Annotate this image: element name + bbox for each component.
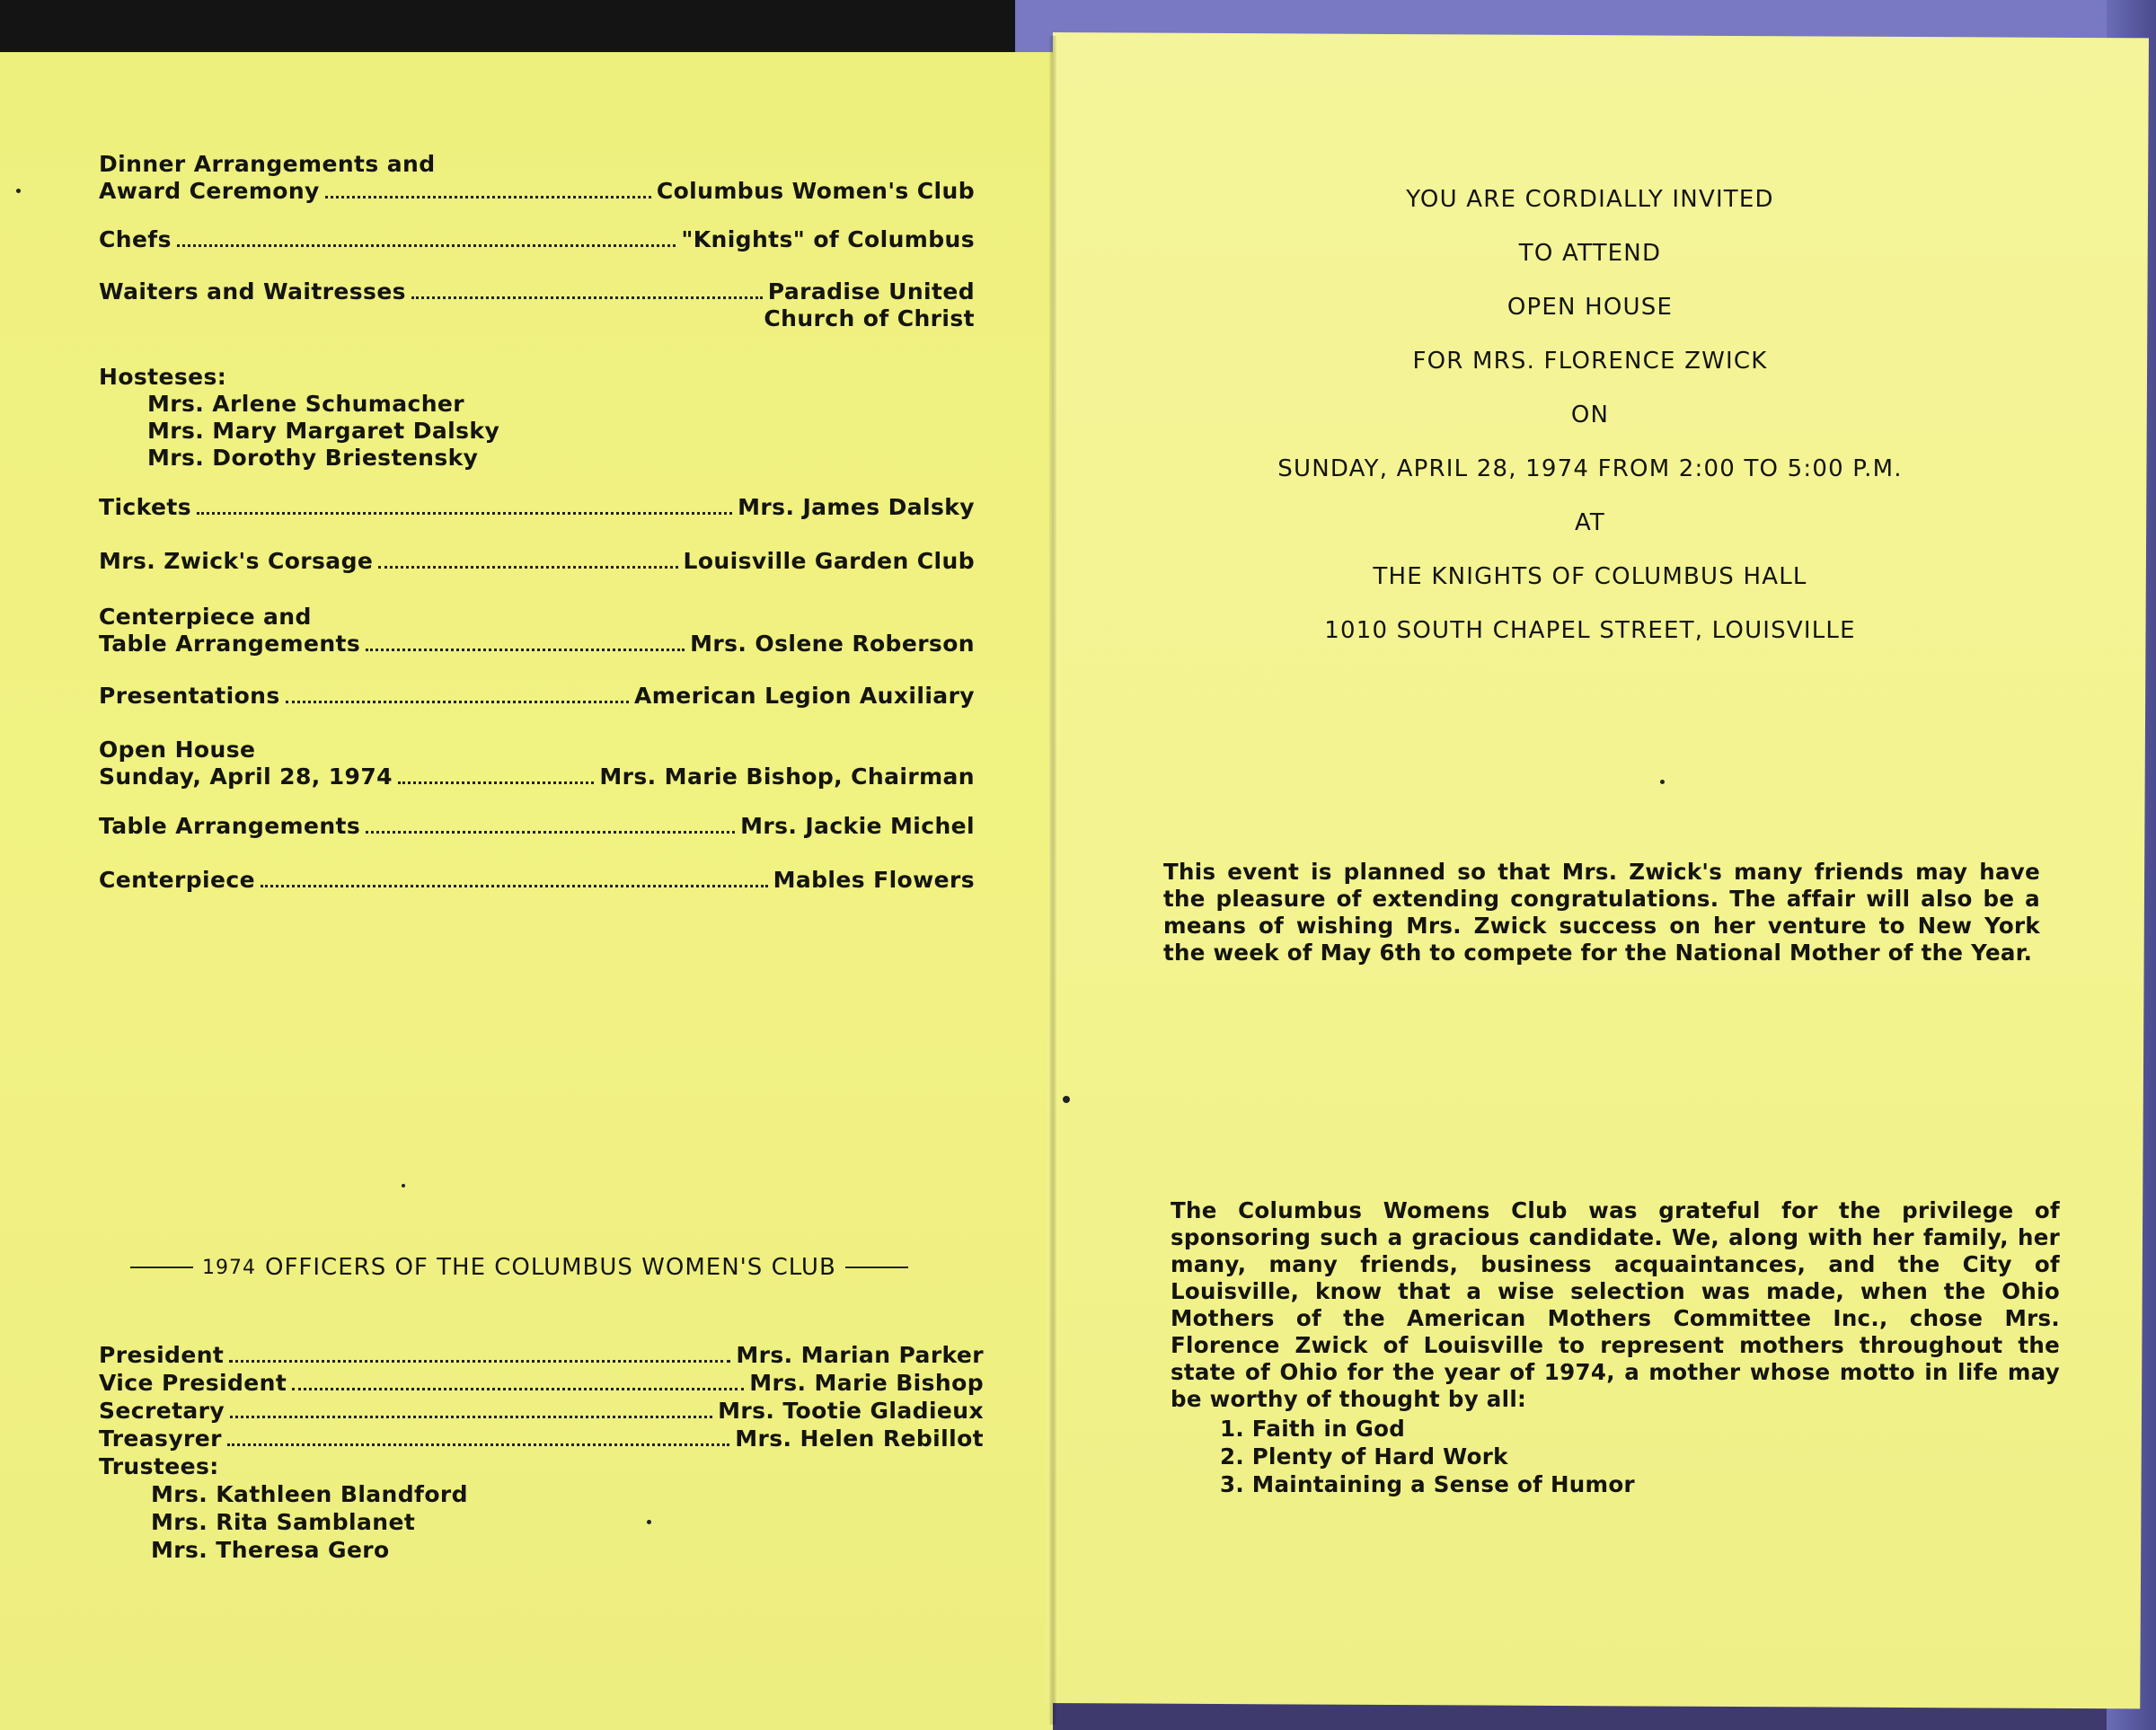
invitation-line: TO ATTEND [1518,240,1662,267]
officer-row [99,1341,984,1369]
assignment-dinner [99,151,975,205]
club-paragraph: The Columbus Womens Club was grateful for the privilege of sponsoring such a gracious candidate. We, along with her family, her many, many friends, business acquaintances, and the City of Louisville, know that a wise selection was made, when the Ohio Mothers of the American Mothers Committee Inc., chose Mrs. Florence Zwick of Louisville to represent mothers throughout the state of Ohio for the year of 1974, a mother whose motto in life may be worthy of thought by all: [1171,1197,2060,1412]
assignment-label: Presentations [99,683,280,709]
assignment-value: Columbus Women's Club [656,178,975,204]
hostesses-heading: Hosteses: [99,364,227,390]
hostess-name: Mrs. Dorothy Briestensky [147,445,479,471]
officer-name: Mrs. Tootie Gladieux [718,1398,984,1424]
club-paragraph-block [1171,1197,2060,1498]
assignment-label: Chefs [99,226,172,252]
assignment-corsage [99,548,975,575]
invitation-line: YOU ARE CORDIALLY INVITED [1406,186,1774,213]
paper-speck [1660,780,1665,784]
officer-title: Secretary [99,1398,225,1424]
officer-row [99,1369,984,1397]
officer-name: Mrs. Marian Parker [736,1342,984,1368]
assignment-value: American Legion Auxiliary [634,683,975,709]
invitation-line: THE KNIGHTS OF COLUMBUS HALL [1373,563,1807,590]
invitation-line: ON [1570,402,1610,428]
assignment-value: Louisville Garden Club [683,548,975,574]
officer-row [99,1425,984,1452]
invitation-block [1240,184,1940,669]
assignment-label: Mrs. Zwick's Corsage [99,548,374,574]
trustee-name: Mrs. Theresa Gero [151,1537,390,1563]
assignment-label: Table Arrangements [99,813,361,839]
assignment-presentations [99,683,975,710]
invitation-line: AT [1574,509,1606,536]
officer-name: Mrs. Marie Bishop [749,1370,984,1396]
assignment-label: Award Ceremony [99,178,320,204]
assignment-label: Dinner Arrangements and [99,151,436,177]
invitation-line: SUNDAY, APRIL 28, 1974 FROM 2:00 TO 5:00 P.M. [1277,455,1903,482]
officer-title: Vice President [99,1370,287,1396]
paper-speck [647,1520,651,1524]
officer-title: President [99,1342,225,1368]
assignment-value: Mrs. Jackie Michel [740,813,975,839]
assignment-centerpiece [99,867,975,894]
assignment-label: Table Arrangements [99,631,361,657]
assignment-chefs [99,226,975,253]
assignment-label: Tickets [99,494,191,520]
officer-name: Mrs. Helen Rebillot [735,1425,984,1452]
invitation-line: 1010 SOUTH CHAPEL STREET, LOUISVILLE [1324,617,1856,644]
page-fold [1049,36,1056,1725]
assignment-centerpiece-tables [99,604,975,658]
assignment-waiters [99,278,975,332]
invitation-line: OPEN HOUSE [1507,294,1674,321]
hostesses-block [99,364,975,472]
assignment-value: Church of Christ [764,305,975,331]
assignment-value: Mrs. Oslene Roberson [690,631,975,657]
trustee-name: Mrs. Rita Samblanet [151,1509,416,1535]
assignment-value: "Knights" of Columbus [681,226,975,252]
assignment-tickets [99,494,975,521]
invitation-line: FOR MRS. FLORENCE ZWICK [1412,348,1768,375]
paper-speck [1063,1096,1070,1103]
assignment-label: Centerpiece [99,867,255,893]
paper-speck [402,1184,405,1187]
assignment-value: Mables Flowers [773,867,975,893]
hostess-name: Mrs. Arlene Schumacher [147,391,464,417]
assignment-value: Mrs. Marie Bishop, Chairman [599,763,975,790]
assignment-open-house [99,737,975,790]
hostess-name: Mrs. Mary Margaret Dalsky [147,418,500,444]
motto-list [1171,1415,2060,1498]
officers-list [99,1341,984,1564]
assignment-table-arrangements [99,813,975,840]
officer-title: Treasyrer [99,1425,222,1452]
motto-item: 3. Maintaining a Sense of Humor [1220,1471,1635,1497]
assignment-label: Sunday, April 28, 1974 [99,763,393,790]
assignment-label: Waiters and Waitresses [99,278,406,305]
officers-heading [130,1254,948,1281]
officer-row [99,1397,984,1425]
officers-year: 1974 [202,1256,256,1279]
motto-item: 1. Faith in God [1220,1416,1406,1442]
trustees-heading: Trustees: [99,1453,219,1479]
assignment-label: Open House [99,737,256,763]
trustee-name: Mrs. Kathleen Blandford [151,1481,468,1507]
paper-speck [16,189,21,193]
assignment-value: Paradise United [767,278,975,305]
motto-item: 2. Plenty of Hard Work [1220,1443,1508,1470]
assignment-label: Centerpiece and [99,604,312,630]
officers-title: OFFICERS OF THE COLUMBUS WOMEN'S CLUB [265,1254,836,1281]
assignment-value: Mrs. James Dalsky [738,494,975,520]
event-paragraph: This event is planned so that Mrs. Zwick's many friends may have the pleasure of extending congratulations. The affair will also be a means of wishing Mrs. Zwick success on her venture to New York the week of May 6th to compete for the National Mother of the Year. [1163,859,2040,966]
background-dark-top [0,0,1015,52]
